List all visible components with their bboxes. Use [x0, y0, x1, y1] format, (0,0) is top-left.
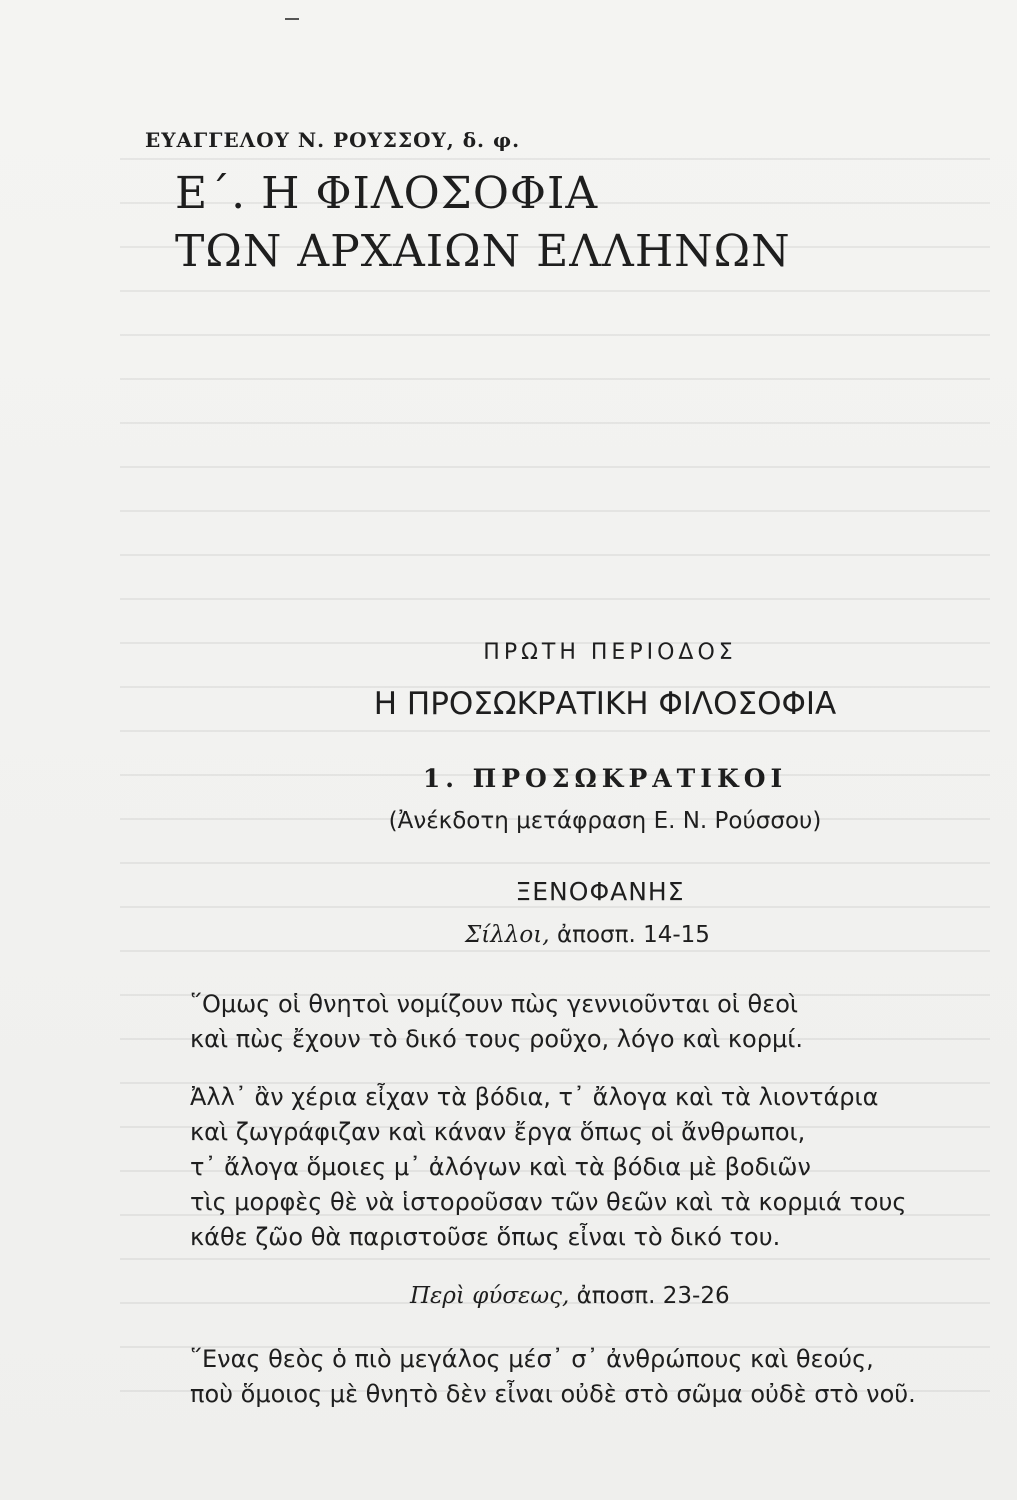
poem-stanza	[190, 1342, 916, 1412]
source-work-title: Σίλλοι,	[465, 922, 550, 948]
article-title-line2: ΤΩΝ ΑΡΧΑΙΩΝ ΕΛΛΗΝΩΝ	[175, 226, 791, 277]
poem-line: καὶ ζωγράφιζαν καὶ κάναν ἔργα ὅπως οἱ ἄνθρωποι,	[190, 1118, 806, 1146]
translation-note: (Ἀνέκδοτη μετάφραση Ε. Ν. Ρούσσου)	[388, 808, 822, 834]
fragment-source	[465, 922, 710, 948]
poem-line: Ἀλλ᾿ ἂν χέρια εἶχαν τὰ βόδια, τ᾿ ἄλογα καὶ τὰ λιοντάρια	[190, 1083, 879, 1111]
source-work-title: Περὶ φύσεως,	[410, 1283, 570, 1309]
poem-line: τ᾿ ἄλογα ὅμοιες μ᾿ ἀλόγων καὶ τὰ βόδια μὲ βοδιῶν	[190, 1153, 811, 1181]
poem-line: ποὺ ὅμοιος μὲ θνητὸ δὲν εἶναι οὐδὲ στὸ σῶμα οὐδὲ στὸ νοῦ.	[190, 1380, 916, 1408]
poem-stanza	[190, 987, 803, 1057]
author-line: ΕΥΑΓΓΕΛΟΥ Ν. ΡΟΥΣΣΟΥ, δ. φ.	[145, 128, 521, 152]
chapter-heading: 1. ΠΡΟΣΩΚΡΑΤΙΚΟΙ	[422, 764, 788, 793]
section-heading: Η ΠΡΟΣΩΚΡΑΤΙΚΗ ΦΙΛΟΣΟΦΙΑ	[373, 686, 837, 722]
fragment-source	[410, 1283, 730, 1309]
philosopher-name: ΞΕΝΟΦΑΝΗΣ	[515, 877, 685, 906]
article-title-line1: Ε΄. Η ΦΙΛΟΣΟΦΙΑ	[175, 168, 599, 219]
poem-line: καὶ πὼς ἔχουν τὸ δικό τους ροῦχο, λόγο καὶ κορμί.	[190, 1025, 803, 1053]
source-reference: ἀποσπ. 23-26	[576, 1283, 730, 1309]
poem-line: ῞Ομως οἱ θνητοὶ νομίζουν πὼς γεννιοῦνται οἱ θεοὶ	[190, 990, 798, 1018]
poem-line: ῞Ενας θεὸς ὁ πιὸ μεγάλος μέσ᾿ σ᾿ ἀνθρώπους καὶ θεούς,	[190, 1345, 874, 1373]
source-reference: ἀποσπ. 14-15	[556, 922, 710, 948]
ink-mark	[285, 18, 299, 20]
period-heading: ΠΡΩΤΗ ΠΕΡΙΟΔΟΣ	[483, 640, 737, 665]
poem-line: τὶς μορφὲς θὲ νὰ ἱστοροῦσαν τῶν θεῶν καὶ τὰ κορμιά τους	[190, 1188, 907, 1216]
poem-stanza	[190, 1080, 906, 1255]
poem-line: κάθε ζῶο θὰ παριστοῦσε ὅπως εἶναι τὸ δικό του.	[190, 1223, 781, 1251]
